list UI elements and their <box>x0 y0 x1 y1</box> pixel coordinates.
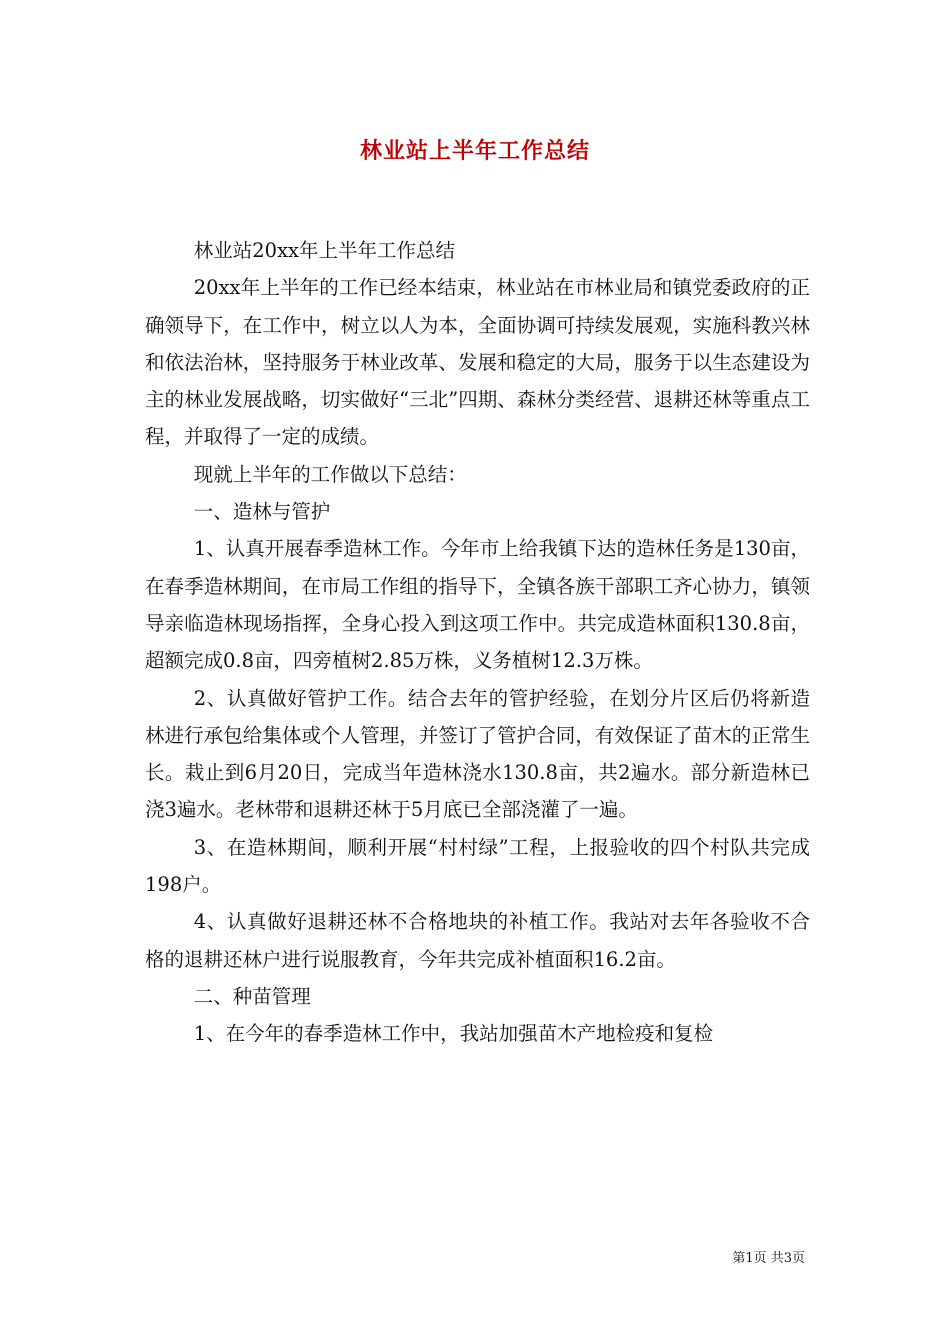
page-number-footer: 第1页 共3页 <box>732 1251 805 1266</box>
document-title: 林业站上半年工作总结 <box>359 138 590 164</box>
paragraph-summary-lead: 现就上半年的工作做以下总结： <box>193 462 467 486</box>
paragraph-item-1: 1、认真开展春季造林工作。今年市上给我镇下达的造林任务是130亩，在春季造林期间，在市局工作组的指导下，全镇各族干部职工齐心协力，镇领导亲临造林现场指挥，全身心投入到这项工作中。共完成造林面积130.8亩，超额完成0.8亩，四旁植树2.85万株，义务植树12.3万株。 <box>145 537 810 673</box>
section-heading-afforestation: 一、造林与管护 <box>193 500 331 524</box>
paragraph-intro: 20xx年上半年的工作已经本结束，林业站在市林业局和镇党委政府的正确领导下，在工作中，树立以人为本，全面协调可持续发展观，实施科教兴林和依法治林，坚持服务于林业改革、发展和稳定的大局，服务于以生态建设为主的林业发展战略，切实做好“三北”四期、森林分类经营、退耕还林等重点工程，并取得了一定的成绩。 <box>145 276 810 449</box>
paragraph-seedling-item-1: 1、在今年的春季造林工作中，我站加强苗木产地检疫和复检 <box>193 1022 714 1046</box>
document-body <box>145 232 810 1053</box>
paragraph-item-2: 2、认真做好管护工作。结合去年的管护经验，在划分片区后仍将新造林进行承包给集体或个人管理，并签订了管护合同，有效保证了苗木的正常生长。栽止到6月20日，完成当年造林浇水130.8亩，共2遍水。部分新造林已浇3遍水。老林带和退耕还林于5月底已全部浇灌了一遍。 <box>145 686 810 822</box>
paragraph-heading: 林业站20xx年上半年工作总结 <box>193 239 456 262</box>
paragraph-item-4: 4、认真做好退耕还林不合格地块的补植工作。我站对去年各验收不合格的退耕还林户进行说服教育，今年共完成补植面积16.2亩。 <box>145 910 810 971</box>
paragraph-item-3: 3、在造林期间，顺利开展“村村绿”工程，上报验收的四个村队共完成198户。 <box>145 835 810 897</box>
section-heading-seedlings: 二、种苗管理 <box>193 984 311 1008</box>
